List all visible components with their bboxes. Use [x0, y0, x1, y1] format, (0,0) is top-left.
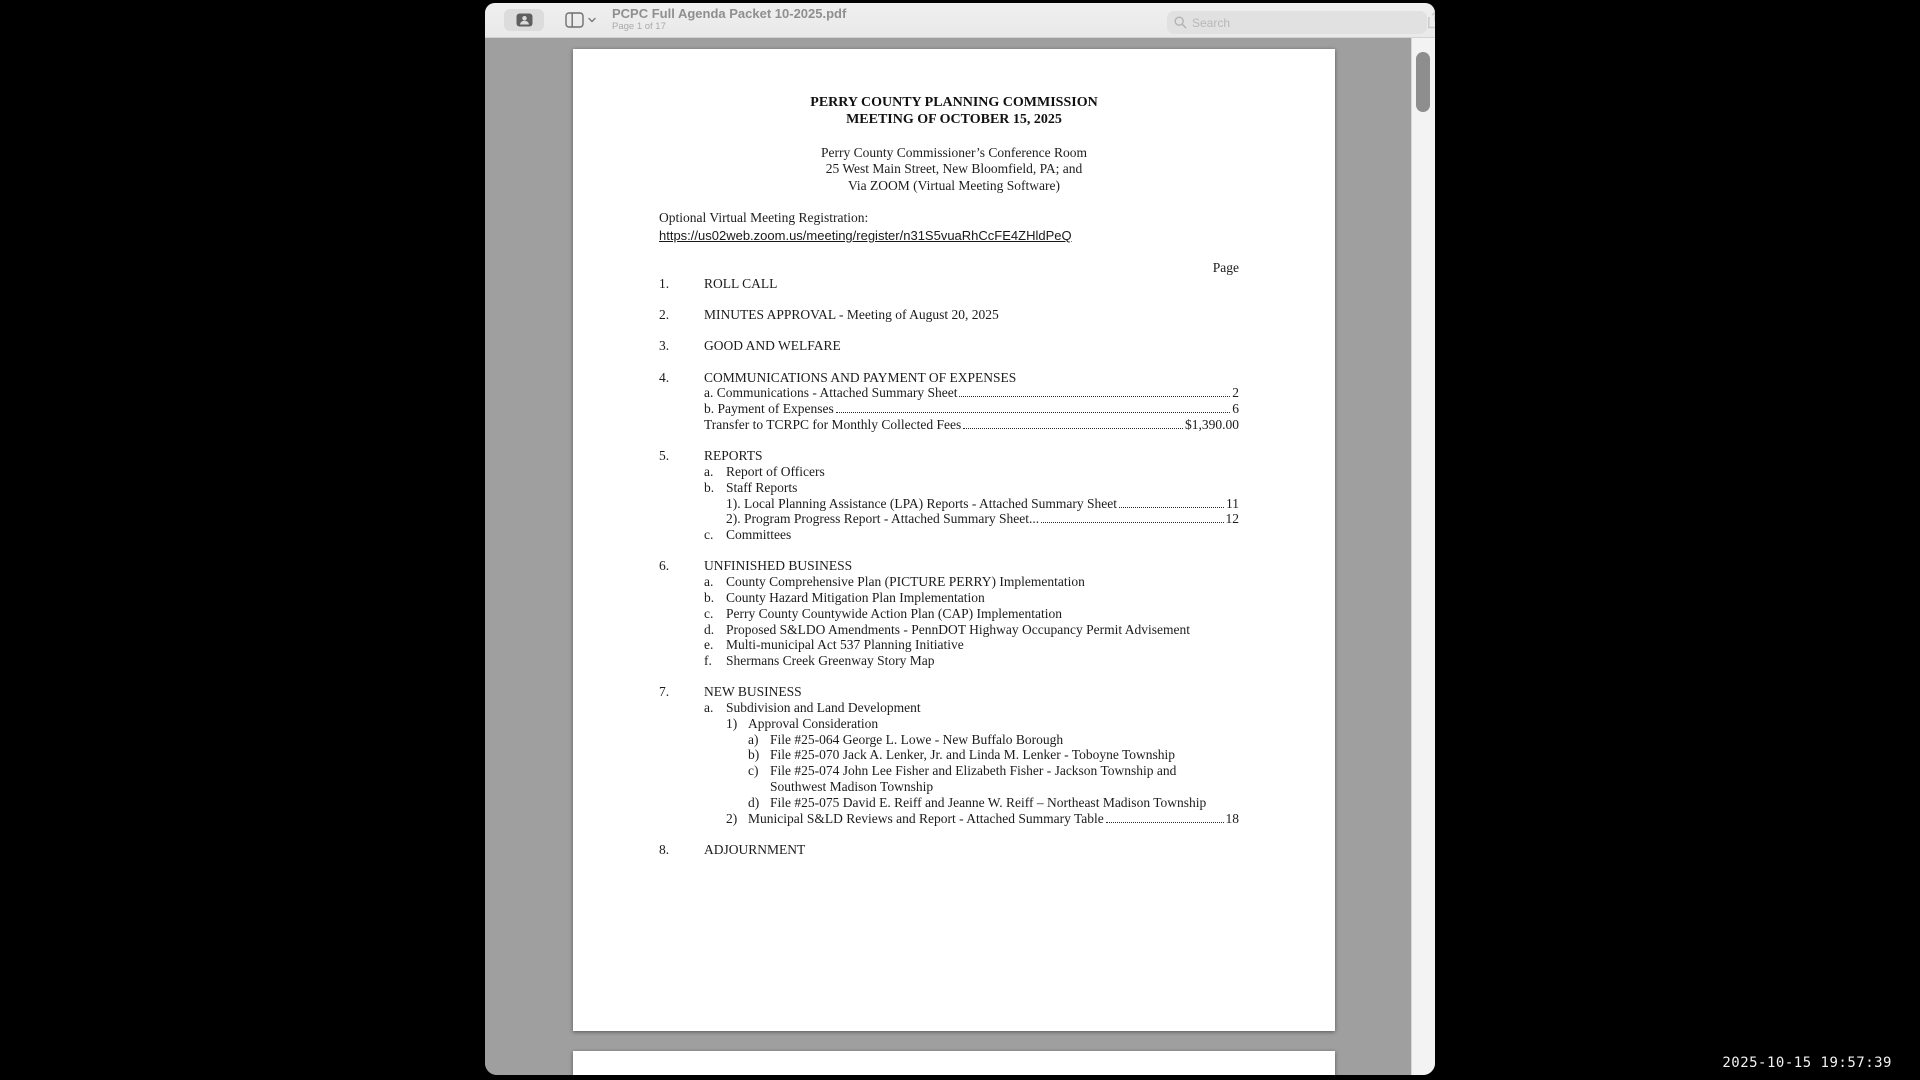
- agenda-line: [573, 606, 1239, 622]
- scrollbar-thumb[interactable]: [1416, 52, 1430, 112]
- agenda-item-number: 3.: [659, 338, 670, 354]
- agenda-item-text: Subdivision and Land Development: [726, 700, 921, 716]
- agenda-line: [573, 480, 1239, 496]
- agenda-item-number: b.: [704, 589, 715, 605]
- agenda-page-number: 18: [1225, 810, 1239, 826]
- agenda-line: [573, 338, 1239, 354]
- agenda-item-number: 4.: [659, 369, 670, 385]
- agenda-line: [573, 716, 1239, 732]
- agenda-item-text: Report of Officers: [726, 463, 825, 479]
- agenda-item-text: File #25-064 George L. Lowe - New Buffalo Borough: [770, 731, 1064, 747]
- agenda-line: [573, 448, 1239, 464]
- agenda-item-text: ROLL CALL: [704, 276, 778, 291]
- agenda-item-number: e.: [704, 637, 714, 653]
- agenda-item-number: d): [748, 794, 760, 810]
- agenda-item-number: a): [748, 731, 759, 747]
- agenda-line: [573, 653, 1239, 669]
- agenda-page-number: $1,390.00: [1185, 416, 1239, 432]
- agenda-item-text: 1). Local Planning Assistance (LPA) Reports - Attached Summary Sheet: [726, 495, 1117, 511]
- agenda-item-number: c.: [704, 605, 714, 621]
- dot-leader: [836, 412, 1231, 413]
- document-title-line1: PERRY COUNTY PLANNING COMMISSION: [810, 95, 1098, 110]
- agenda-line: [573, 842, 1239, 858]
- agenda-item-text: County Comprehensive Plan (PICTURE PERRY) Implementation: [726, 574, 1085, 590]
- timestamp-overlay: 2025-10-15 19:57:39: [1722, 1055, 1892, 1071]
- venue-line: 25 West Main Street, New Bloomfield, PA; and: [825, 161, 1083, 177]
- agenda-item-text: Committees: [726, 527, 792, 543]
- agenda-item-number: 8.: [659, 841, 670, 857]
- registration-link[interactable]: https://us02web.zoom.us/meeting/register/n31S5vuaRhCcFE4ZHldPeQ: [659, 228, 1072, 243]
- agenda-line: [573, 763, 1239, 779]
- sidebar-toggle[interactable]: [565, 9, 596, 31]
- gallery-button[interactable]: [504, 9, 544, 31]
- agenda-item-text: Municipal S&LD Reviews and Report - Attached Summary Table: [748, 810, 1104, 826]
- agenda-line: [573, 527, 1239, 543]
- agenda-item-number: 2): [726, 810, 738, 826]
- agenda-line: [573, 779, 1239, 795]
- dot-leader: [1106, 822, 1224, 823]
- agenda-item-text: 2). Program Progress Report - Attached Summary Sheet...: [726, 511, 1040, 527]
- gallery-icon: [516, 13, 533, 27]
- agenda-item-text: County Hazard Mitigation Plan Implementation: [726, 589, 985, 605]
- agenda-line: [573, 464, 1239, 480]
- dot-leader: [963, 428, 1183, 429]
- share-icon[interactable]: [1427, 11, 1435, 29]
- agenda-item-number: 6.: [659, 558, 670, 574]
- agenda-line: [573, 401, 1239, 417]
- agenda-line: [573, 700, 1239, 716]
- venue-line: Perry County Commissioner’s Conference Room: [821, 145, 1087, 160]
- document: [573, 49, 1335, 1031]
- agenda-item-text: GOOD AND WELFARE: [704, 338, 841, 354]
- agenda-line: [573, 732, 1239, 748]
- agenda-item-text: MINUTES APPROVAL - Meeting of August 20, 2025: [704, 307, 999, 323]
- dot-leader: [1041, 522, 1223, 523]
- scrollbar-track[interactable]: [1411, 38, 1435, 1075]
- agenda-item-number: b.: [704, 479, 715, 495]
- agenda-line: [573, 370, 1239, 386]
- agenda-item-text: File #25-074 John Lee Fisher and Elizabeth Fisher - Jackson Township and: [770, 763, 1177, 779]
- pdf-page-1: [573, 49, 1335, 1031]
- agenda-item-text: Staff Reports: [726, 479, 798, 495]
- agenda-line: [573, 747, 1239, 763]
- agenda-item-number: 2.: [659, 307, 670, 323]
- agenda-item-number: 1): [726, 715, 738, 731]
- pdf-page-2-edge: [573, 1051, 1335, 1075]
- agenda-line: [573, 558, 1239, 574]
- agenda-item-text: Shermans Creek Greenway Story Map: [726, 653, 935, 669]
- agenda-item-number: 5.: [659, 448, 670, 464]
- search-placeholder: Search: [1192, 15, 1231, 30]
- agenda-line: [573, 496, 1239, 512]
- agenda-item-number: c.: [704, 527, 714, 543]
- agenda-line: [573, 684, 1239, 700]
- agenda-item-number: 7.: [659, 684, 670, 700]
- agenda-item-text: Transfer to TCRPC for Monthly Collected Fees: [704, 416, 962, 432]
- registration-label: Optional Virtual Meeting Registration:: [659, 210, 869, 225]
- agenda-item-number: a.: [704, 574, 714, 590]
- agenda-item-number: b): [748, 747, 760, 763]
- agenda-line: [573, 574, 1239, 590]
- title-block: [612, 6, 846, 32]
- agenda-page-number: 2: [1232, 385, 1239, 401]
- sidebar-icon: [565, 12, 584, 28]
- chevron-down-icon: [588, 17, 596, 23]
- agenda-line: [573, 276, 1239, 292]
- document-title: [573, 95, 1335, 128]
- page-column-label: Page: [1212, 260, 1239, 275]
- agenda-item-text: UNFINISHED BUSINESS: [704, 558, 853, 574]
- agenda-item-text: NEW BUSINESS: [704, 684, 802, 700]
- agenda-item-text: REPORTS: [704, 448, 763, 464]
- dot-leader: [959, 396, 1230, 397]
- agenda-item-text: Perry County Countywide Action Plan (CAP) Implementation: [726, 605, 1062, 621]
- document-title-line2: MEETING OF OCTOBER 15, 2025: [846, 111, 1062, 127]
- window-titlebar[interactable]: [485, 3, 1435, 38]
- agenda-page-number: 11: [1226, 495, 1239, 511]
- window-title: PCPC Full Agenda Packet 10-2025.pdf: [612, 6, 847, 21]
- search-icon: [1174, 16, 1187, 29]
- preview-window: [485, 3, 1435, 1075]
- agenda-line: [573, 417, 1239, 433]
- agenda-item-number: a.: [704, 463, 714, 479]
- agenda-item-text: Proposed S&LDO Amendments - PennDOT Highway Occupancy Permit Advisement: [726, 621, 1190, 637]
- agenda-item-number: f.: [704, 653, 712, 669]
- agenda-item-text: Southwest Madison Township: [770, 779, 934, 795]
- agenda-item-text: b. Payment of Expenses: [704, 401, 834, 417]
- agenda-list: [573, 276, 1335, 858]
- agenda-item-text: File #25-075 David E. Reiff and Jeanne W. Reiff – Northeast Madison Township: [770, 794, 1207, 810]
- agenda-line: [573, 622, 1239, 638]
- agenda-page-number: 12: [1225, 511, 1239, 527]
- agenda-line: [573, 307, 1239, 323]
- agenda-item-number: d.: [704, 621, 715, 637]
- agenda-item-text: COMMUNICATIONS AND PAYMENT OF EXPENSES: [704, 369, 1017, 385]
- search-input[interactable]: [1167, 11, 1427, 34]
- agenda-item-text: a. Communications - Attached Summary Sheet: [704, 385, 958, 401]
- agenda-line: [573, 385, 1239, 401]
- agenda-line: [573, 590, 1239, 606]
- agenda-item-text: ADJOURNMENT: [704, 841, 806, 857]
- agenda-item-number: 1.: [659, 276, 670, 291]
- agenda-item-text: Multi-municipal Act 537 Planning Initiative: [726, 637, 964, 653]
- agenda-page-number: 6: [1232, 401, 1239, 417]
- page-indicator: Page 1 of 17: [612, 21, 666, 32]
- agenda-item-number: c): [748, 763, 759, 779]
- agenda-item-text: File #25-070 Jack A. Lenker, Jr. and Linda M. Lenker - Toboyne Township: [770, 747, 1175, 763]
- dot-leader: [1119, 507, 1224, 508]
- venue-block: [573, 145, 1335, 194]
- agenda-line: [573, 795, 1239, 811]
- agenda-item-text: Approval Consideration: [748, 715, 879, 731]
- agenda-item-number: a.: [704, 700, 714, 716]
- agenda-line: [573, 511, 1239, 527]
- pdf-content-area: [485, 38, 1435, 1075]
- venue-line: Via ZOOM (Virtual Meeting Software): [847, 177, 1061, 193]
- agenda-line: [573, 811, 1239, 827]
- agenda-line: [573, 637, 1239, 653]
